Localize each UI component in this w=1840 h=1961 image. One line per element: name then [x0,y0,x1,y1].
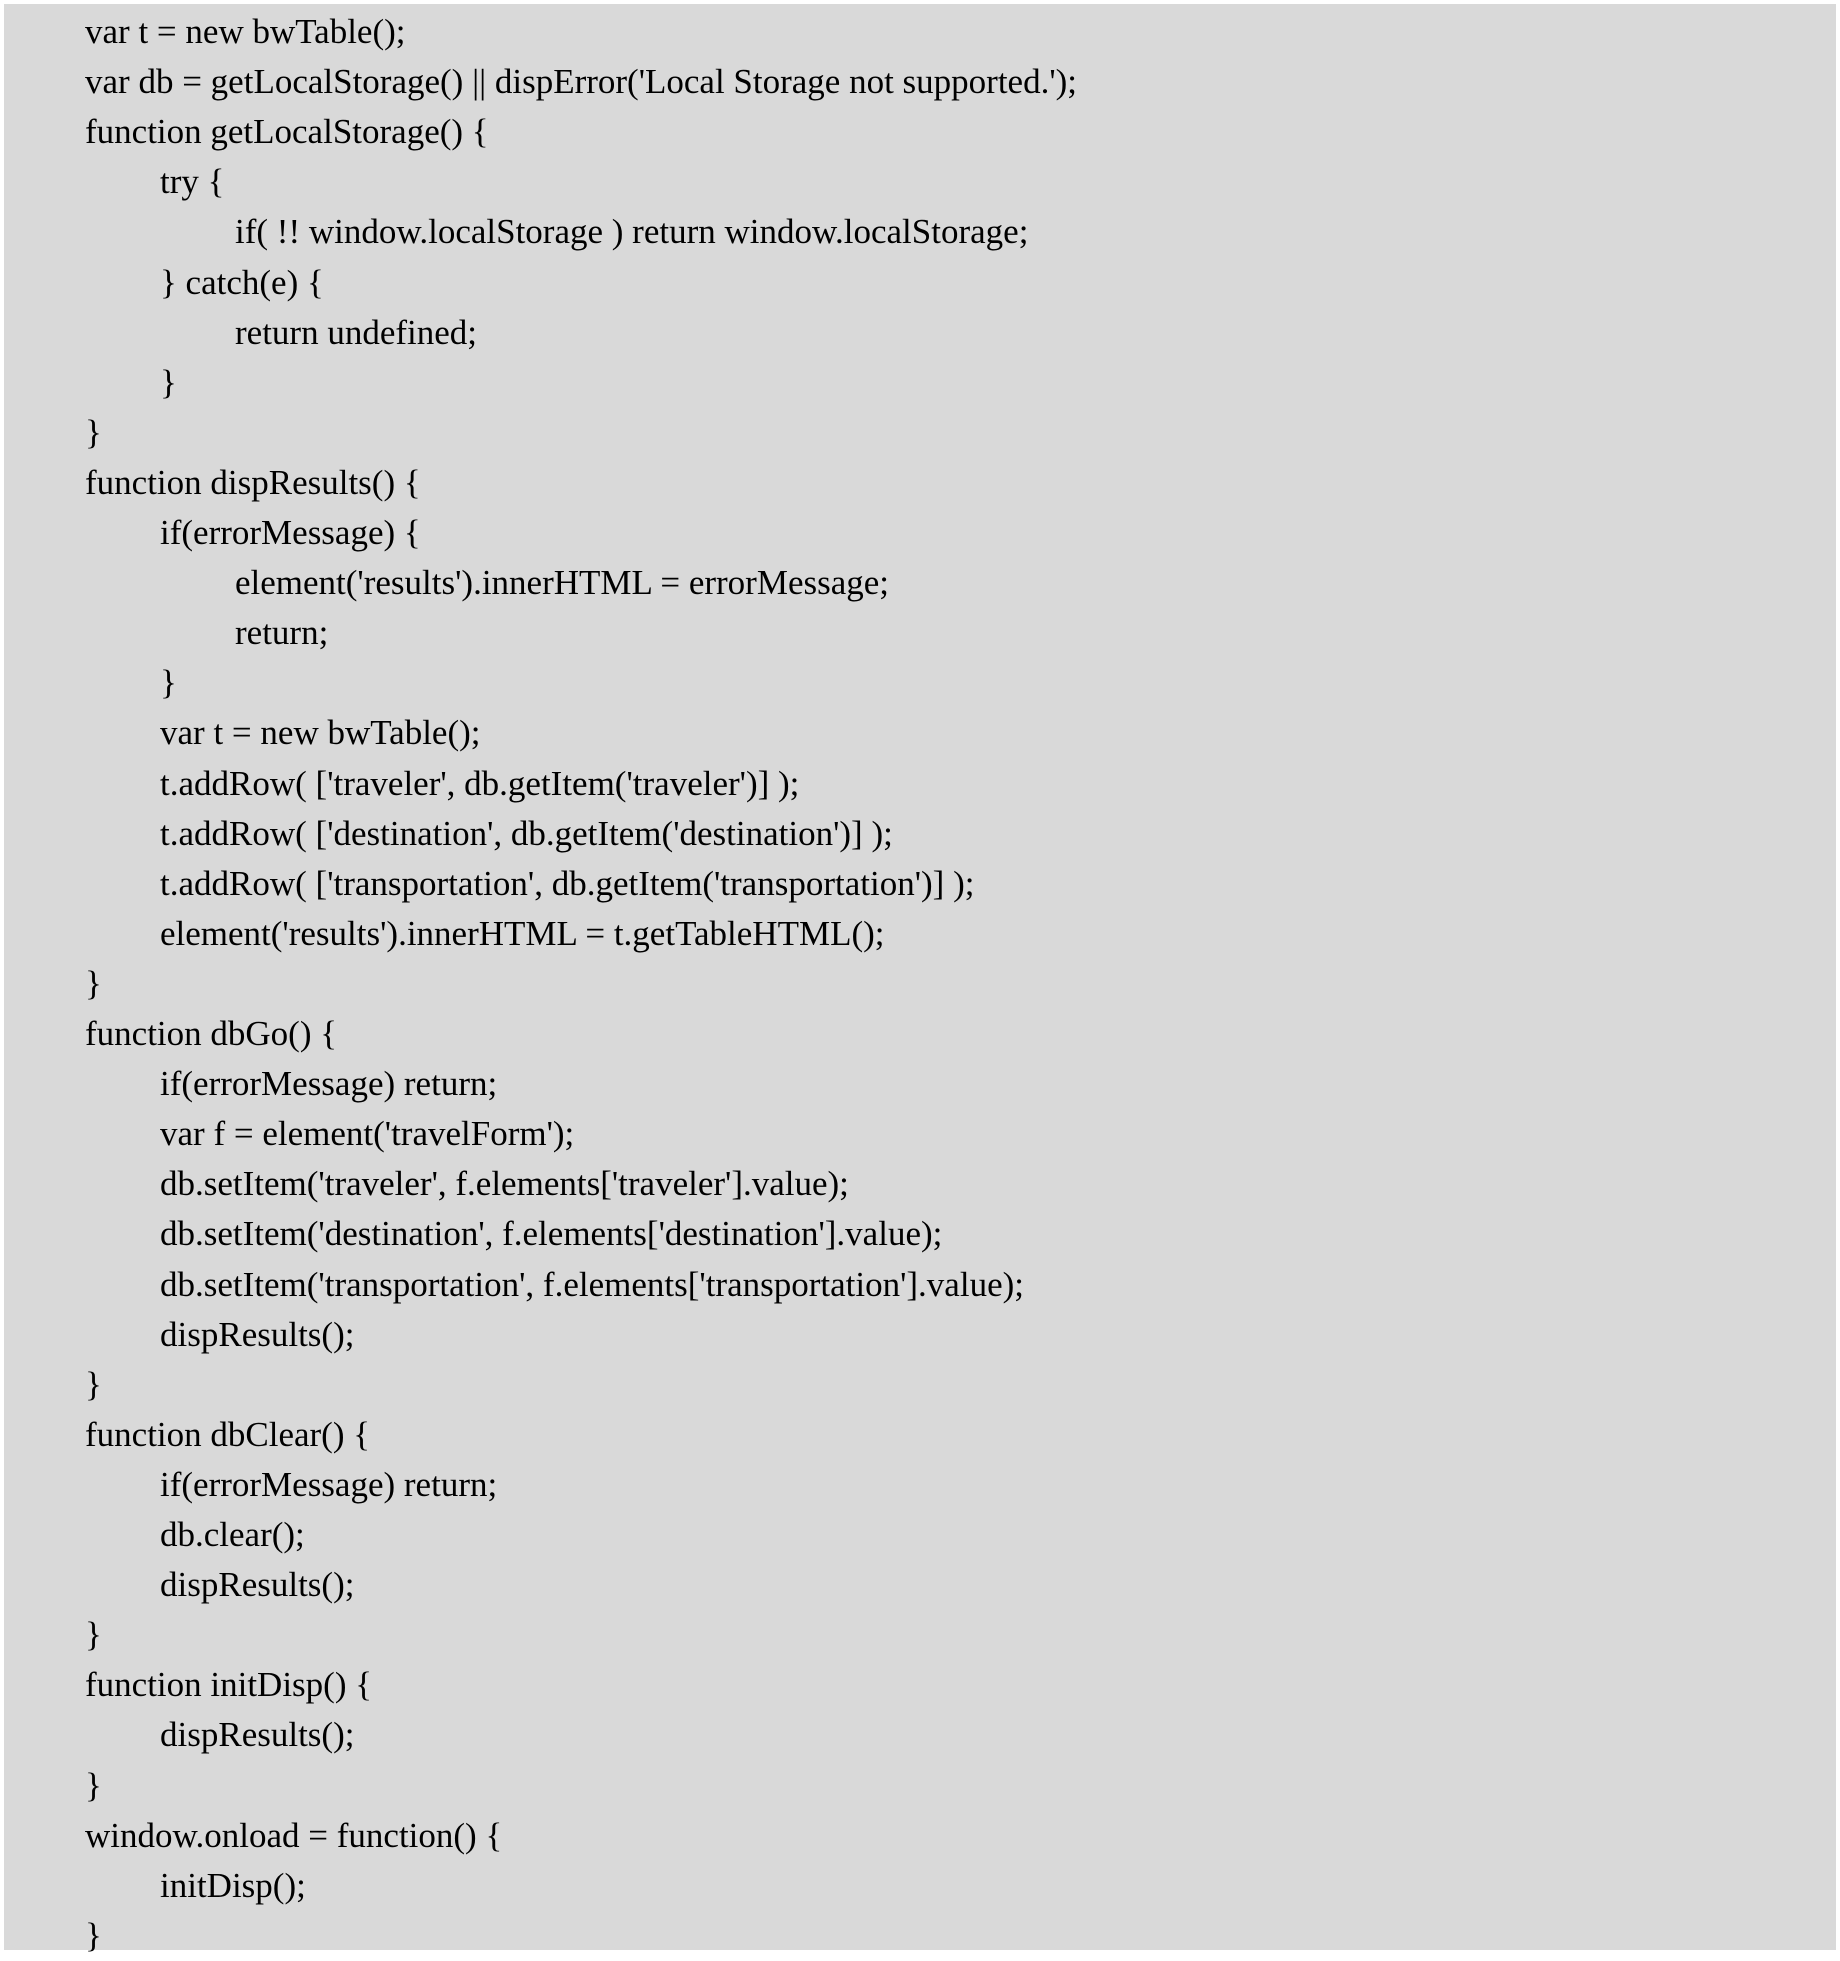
code-line: t.addRow( ['traveler', db.getItem('traveler')] ); [160,763,800,803]
code-line: t.addRow( ['destination', db.getItem('destination')] ); [160,813,893,853]
code-line: dispResults(); [160,1314,355,1354]
code-line: if( !! window.localStorage ) return window.localStorage; [235,212,1029,252]
code-line: dispResults(); [160,1565,355,1605]
code-line: db.setItem('destination', f.elements['destination'].value); [160,1214,943,1254]
code-line: db.clear(); [160,1515,305,1554]
code-line: if(errorMessage) return; [160,1064,498,1104]
code-line: var f = element('travelForm'); [160,1114,575,1154]
code-line: element('results').innerHTML = t.getTableHTML(); [160,913,885,953]
code-line: } [85,1915,102,1955]
code-line: } [85,1364,102,1404]
code-line: function initDisp() { [85,1665,373,1705]
code-line: } [85,963,102,1003]
code-line: function dispResults() { [85,462,421,502]
code-line: element('results').innerHTML = errorMessage; [235,563,890,603]
code-line: } [85,1765,102,1805]
code-line: function getLocalStorage() { [85,112,489,152]
code-line: window.onload = function() { [85,1815,503,1855]
code-line: var db = getLocalStorage() || dispError('Local Storage not supported.'); [85,62,1078,102]
code-line: if(errorMessage) return; [160,1464,498,1504]
code-line: if(errorMessage) { [160,513,421,552]
code-line: t.addRow( ['transportation', db.getItem('transportation')] ); [160,863,975,903]
code-line: db.setItem('transportation', f.elements['transportation'].value); [160,1264,1024,1304]
code-line: function dbClear() { [85,1414,371,1454]
code-line: } [160,663,177,703]
code-line: try { [160,162,225,202]
code-line: } catch(e) { [160,262,324,302]
code-line: var t = new bwTable(); [85,12,406,51]
code-line: function dbGo() { [85,1014,338,1053]
code-listing [4,4,1836,1955]
code-line: db.setItem('traveler', f.elements['traveler'].value); [160,1164,849,1204]
code-line: return; [235,613,329,653]
code-line: } [85,412,102,452]
code-line: var t = new bwTable(); [160,713,481,753]
code-line: return undefined; [235,312,477,352]
code-line: } [160,362,177,402]
code-line: initDisp(); [160,1865,306,1905]
code-line: dispResults(); [160,1715,355,1755]
code-line: } [85,1615,102,1655]
